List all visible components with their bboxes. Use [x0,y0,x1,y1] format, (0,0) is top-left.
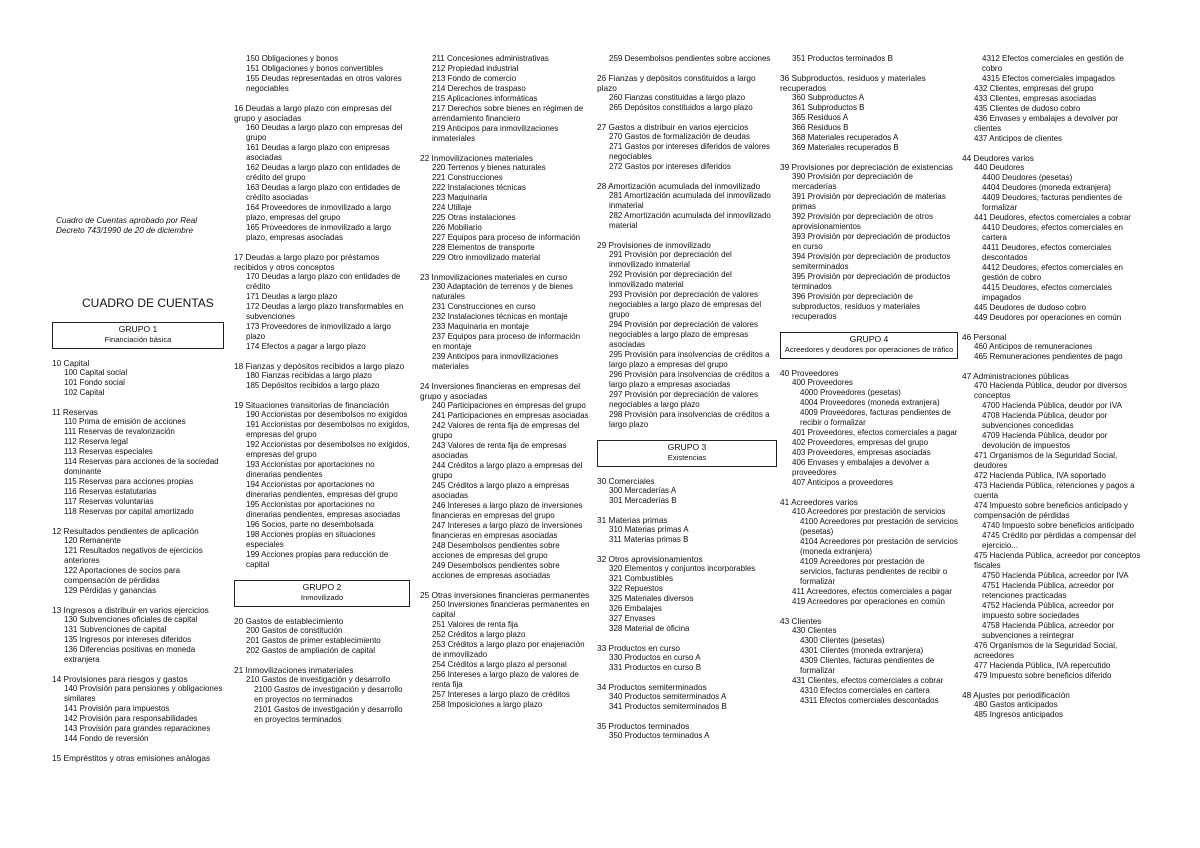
account-item: 217 Derechos sobre bienes en régimen de arrendamiento financiero [432,104,584,123]
account-item: 395 Provisión por depreciación de productos terminados [792,272,951,291]
group-title: GRUPO 4 [849,334,889,344]
account-item: 199 Acciones propias para reducción de capital [246,550,389,569]
account-subgroup-heading: 34 Productos semiterminados [597,682,707,692]
account-item: 202 Gastos de ampliación de capital [246,646,375,655]
account-item: 221 Construcciones [432,173,503,182]
account-item: 435 Clientes de dudoso cobro [974,104,1081,113]
account-item: 227 Equipos para proceso de información [432,233,581,242]
account-subgroup-heading: 14 Provisiones para riesgos y gastos [52,674,188,684]
account-item: 326 Embalajes [609,604,662,613]
account-item: 271 Gastos por intereses diferidos de valores negociables [609,142,770,161]
account-item: 220 Terrenos y bienes naturales [432,163,546,172]
account-item: 233 Maquinaria en montaje [432,322,529,331]
account-subgroup-heading: 26 Fianzas y depósitos constituidos a largo plazo [597,73,756,93]
account-item: 465 Remuneraciones pendientes de pago [974,352,1123,361]
account-item: 239 Anticipos para inmovilizaciones materiales [432,352,559,371]
account-item: 445 Deudores de dudoso cobro [974,303,1087,312]
account-item: 237 Equipos para proceso de información en montaje [432,332,581,351]
account-item: 419 Acreedores por operaciones en común [792,597,945,606]
account-item: 155 Deudas representadas en otros valores negociables [246,74,402,93]
account-item: 351 Productos terminados B [792,54,893,63]
page-title: CUADRO DE CUENTAS [82,296,214,310]
account-item: 407 Anticipos a proveedores [792,478,893,487]
account-item: 249 Desembolsos pendientes sobre acciones de empresas asociadas [432,561,560,580]
account-item: 440 Deudores [974,163,1025,172]
account-item: 162 Deudas a largo plazo con entidades de crédito del grupo [246,163,401,182]
account-item: 360 Subproductos A [792,93,865,102]
account-item: 142 Provisión para responsabilidades [64,714,198,723]
group-title: GRUPO 2 [302,582,342,592]
account-item: 470 Hacienda Pública, deudor por diversos conceptos [974,381,1127,400]
account-item: 365 Residuos A [792,113,849,122]
account-subgroup-heading: 27 Gastos a distribuir en varios ejercicios [597,122,749,132]
account-item: 295 Provisión para insolvencias de créditos a largo plazo a empresas del grupo [609,350,770,369]
account-item: 369 Materiales recuperados B [792,143,899,152]
account-subitem: 4752 Hacienda Pública, acreedor por impuesto sobre sociedades [982,601,1115,620]
group-subtitle: Financiación básica [104,335,172,344]
account-subitem: 4410 Deudores, efectos comerciales en cartera [982,223,1123,242]
account-item: 257 Intereses a largo plazo de créditos [432,690,570,699]
account-item: 251 Valores de renta fija [432,620,519,629]
account-item: 242 Valores de renta fija de empresas del grupo [432,421,580,440]
account-item: 196 Socios, parte no desembolsada [246,520,374,529]
account-subgroup-heading: 48 Ajustes por periodificación [962,690,1070,700]
group-subtitle: Acreedores y deudores por operaciones de tráfico [784,345,954,354]
account-item: 281 Amortización acumulada del inmovilizado inmaterial [609,191,771,210]
account-subgroup-heading: 30 Comerciales [597,476,655,486]
account-item: 224 Utillaje [432,203,472,212]
account-item: 229 Otro inmovilizado material [432,253,541,262]
account-item: 479 Impuesto sobre beneficios diferido [974,671,1112,680]
account-subitem: 4300 Clientes (pesetas) [800,636,885,645]
account-item: 226 Mobiliario [432,223,482,232]
account-subgroup-heading: 24 Inversiones financieras en empresas del grupo y asociadas [420,381,581,401]
account-item: 243 Valores de renta fija de empresas asociadas [432,441,567,460]
group-subtitle: Inmovilizado [300,593,344,602]
account-item: 472 Hacienda Pública, IVA soportado [974,471,1106,480]
group-header-box [597,440,777,467]
account-subgroup-heading: 23 Inmovilizaciones materiales en curso [420,272,568,282]
account-subgroup-heading: 32 Otros aprovisionamientos [597,554,703,564]
column-2 [234,54,410,725]
account-item: 211 Concesiones administrativas [432,54,549,63]
account-item: 172 Deudas a largo plazo transformables en subvenciones [246,302,404,321]
account-item: 161 Deudas a largo plazo con empresas asociadas [246,143,390,162]
account-item: 117 Reservas voluntarias [64,497,154,506]
account-subgroup-heading: 39 Provisiones por depreciación de existencias [780,162,953,172]
account-subitem: 2100 Gastos de investigación y desarrollo en proyectos no terminados [254,685,403,704]
account-item: 200 Gastos de constitución [246,626,343,635]
account-item: 129 Pérdidas y ganancias [64,586,157,595]
account-subitem: 4312 Efectos comerciales en gestión de cobro [982,54,1124,73]
account-subgroup-heading: 20 Gastos de establecimiento [234,616,344,626]
account-item: 437 Anticipos de clientes [974,134,1063,143]
account-item: 433 Clientes, empresas asociadas [974,94,1097,103]
account-subitem: 4411 Deudores, efectos comerciales descontados [982,243,1112,262]
account-item: 321 Combustibles [609,574,674,583]
account-subitem: 2101 Gastos de investigación y desarrollo en proyectos terminados [254,705,403,724]
account-item: 232 Instalaciones técnicas en montaje [432,312,568,321]
account-item: 223 Maquinaria [432,193,488,202]
column-3 [420,54,590,710]
account-subitem: 4708 Hacienda Pública, deudor por subvenciones concedidas [982,411,1108,430]
account-item: 292 Provisión por depreciación del inmovilizado material [609,270,732,289]
account-subgroup-heading: 46 Personal [962,332,1007,342]
account-subgroup-heading: 47 Administraciones públicas [962,371,1069,381]
account-item: 328 Material de oficina [609,624,690,633]
account-item: 401 Proveedores, efectos comerciales a pagar [792,428,958,437]
account-item: 116 Reservas estatutarias [64,487,157,496]
account-item: 121 Resultados negativos de ejercicios anteriores [64,546,203,565]
account-subitem: 4404 Deudores (moneda extranjera) [982,183,1111,192]
account-item: 143 Provisión para grandes reparaciones [64,724,211,733]
account-subitem: 4409 Deudores, facturas pendientes de formalizar [982,193,1123,212]
account-item: 201 Gastos de primer establecimiento [246,636,381,645]
account-item: 477 Hacienda Pública, IVA repercutido [974,661,1111,670]
account-subitem: 4004 Proveedores (moneda extranjera) [800,398,940,407]
account-subitem: 4000 Proveedores (pesetas) [800,388,901,397]
column-6 [962,54,1144,720]
account-item: 170 Deudas a largo plazo con entidades de crédito [246,272,401,291]
account-item: 270 Gastos de formalización de deudas [609,132,750,141]
account-item: 340 Productos semiterminados A [609,692,727,701]
account-item: 112 Reserva legal [64,437,128,446]
account-item: 400 Proveedores [792,378,853,387]
account-item: 310 Materias primas A [609,525,689,534]
account-item: 151 Obligaciones y bonos convertibles [246,64,383,73]
account-subgroup-heading: 31 Materias primas [597,515,668,525]
account-item: 390 Provisión por depreciación de mercaderías [792,172,913,191]
account-item: 325 Materiales diversos [609,594,694,603]
account-item: 100 Capital social [64,368,128,377]
account-item: 114 Reservas para acciones de la sociedad dominante [64,457,219,476]
account-item: 160 Deudas a largo plazo con empresas del grupo [246,123,403,142]
account-item: 219 Anticipos para inmovilizaciones inmateriales [432,124,559,143]
account-subitem: 4310 Efectos comerciales en cartera [800,686,930,695]
column-5 [780,54,958,706]
account-subitem: 4415 Deudores, efectos comerciales impagados [982,283,1112,302]
account-item: 215 Aplicaciones informáticas [432,94,538,103]
account-subitem: 4740 Impuesto sobre beneficios anticipado [982,521,1135,530]
account-item: 113 Reservas especiales [64,447,153,456]
account-item: 294 Provisión por depreciación de valores negociables a largo plazo de empresas asociadas [609,320,758,349]
account-subgroup-heading: 36 Subproductos, residuos y materiales recuperados [780,73,926,93]
account-item: 449 Deudores por operaciones en común [974,313,1122,322]
account-item: 331 Productos en curso B [609,663,702,672]
account-subgroup-heading: 35 Productos terminados [597,721,690,731]
account-item: 256 Intereses a largo plazo de valores de renta fija [432,670,579,689]
account-item: 130 Subvenciones oficiales de capital [64,615,198,624]
account-subitem: 4758 Hacienda Pública, acreedor por subvenciones a reintegrar [982,621,1115,640]
account-item: 485 Ingresos anticipados [974,710,1063,719]
account-item: 330 Productos en curso A [609,653,701,662]
account-subgroup-heading: 25 Otras inversiones financieras permanentes [420,590,590,600]
account-subitem: 4104 Acreedores por prestación de servicios (moneda extranjera) [800,537,958,556]
account-subgroup-heading: 41 Acreedores varios [780,497,858,507]
account-subitem: 4751 Hacienda Pública, acreedor por retenciones practicadas [982,581,1115,600]
account-item: 350 Productos terminados A [609,731,710,740]
account-subgroup-heading: 40 Proveedores [780,368,839,378]
account-item: 460 Anticipos de remuneraciones [974,342,1093,351]
account-item: 185 Depósitos recibidos a largo plazo [246,381,380,390]
account-item: 436 Envases y embalajes a devolver por clientes [974,114,1119,133]
account-subitem: 4100 Acreedores por prestación de servicios (pesetas) [800,517,958,536]
account-item: 297 Provisión por depreciación de valores negociables a largo plazo [609,390,758,409]
account-item: 102 Capital [64,388,105,397]
account-item: 259 Desembolsos pendientes sobre acciones [609,54,771,63]
account-item: 368 Materiales recuperados A [792,133,899,142]
account-item: 430 Clientes [792,626,837,635]
account-item: 165 Proveedores de inmovilizado a largo plazo, empresas asociadas [246,223,391,242]
group-header-box [780,332,958,359]
account-subgroup-heading: 44 Deudores varios [962,153,1034,163]
account-subitem: 4745 Crédito por pérdidas a compensar del ejercicio... [982,531,1136,550]
account-item: 250 Inversiones financieras permanentes en capital [432,600,590,619]
account-item: 190 Accionistas por desembolsos no exigidos [246,410,408,419]
account-subgroup-heading: 18 Fianzas y depósitos recibidos a largo plazo [234,361,405,371]
account-item: 248 Desembolsos pendientes sobre acciones de empresas del grupo [432,541,560,560]
account-item: 213 Fondo de comercio [432,74,517,83]
account-subgroup-heading: 22 Inmovilizaciones materiales [420,153,533,163]
account-item: 193 Accionistas por aportaciones no dinerarias pendientes [246,460,375,479]
account-item: 327 Envases [609,614,656,623]
intro-text: Cuadro de Cuentas aprobado por Real Decreto 743/1990 de 20 de diciembre [56,216,198,235]
account-subgroup-heading: 15 Empréstitos y otras emisiones análogas [52,753,211,763]
account-item: 150 Obligaciones y bonos [246,54,339,63]
account-item: 403 Proveedores, empresas asociadas [792,448,931,457]
account-item: 282 Amortización acumulada del inmovilizado material [609,211,771,230]
group-title: GRUPO 3 [667,442,707,452]
account-item: 361 Subproductos B [792,103,865,112]
account-item: 210 Gastos de investigación y desarrollo [246,675,391,684]
account-item: 254 Créditos a largo plazo al personal [432,660,567,669]
account-item: 252 Créditos a largo plazo [432,630,526,639]
account-item: 392 Provisión por depreciación de otros aprovisionamientos [792,212,933,231]
account-item: 476 Organismos de la Seguridad Social, acreedores [974,641,1118,660]
account-item: 391 Provisión por depreciación de materias primas [792,192,946,211]
account-item: 135 Ingresos por intereses diferidos [64,635,192,644]
account-item: 231 Construcciones en curso [432,302,536,311]
account-item: 394 Provisión por depreciación de productos semiterminados [792,252,951,271]
account-item: 110 Prima de emisión de acciones [64,417,186,426]
account-item: 341 Productos semiterminados B [609,702,727,711]
account-item: 222 Instalaciones técnicas [432,183,526,192]
account-subgroup-heading: 29 Provisiones de inmovilizado [597,240,711,250]
account-item: 411 Acreedores, efectos comerciales a pagar [792,587,952,596]
account-subgroup-heading: 21 Inmovilizaciones inmateriales [234,665,354,675]
account-item: 230 Adaptación de terrenos y de bienes naturales [432,282,573,301]
account-item: 214 Derechos de traspaso [432,84,526,93]
account-item: 410 Acreedores por prestación de servicios [792,507,946,516]
account-item: 192 Accionistas por desembolsos no exigidos, empresas del grupo [246,440,410,459]
account-item: 246 Intereses a largo plazo de inversiones financieras en empresas del grupo [432,501,583,520]
account-subitem: 4400 Deudores (pesetas) [982,173,1073,182]
account-item: 311 Materias primas B [609,535,689,544]
account-subitem: 4412 Deudores, efectos comerciales en gestión de cobro [982,263,1123,282]
account-item: 164 Proveedores de inmovilizado a largo plazo, empresas del grupo [246,203,391,222]
account-subgroup-heading: 43 Clientes [780,616,822,626]
account-item: 247 Intereses a largo plazo de inversiones financieras en empresas asociadas [432,521,583,540]
account-item: 431 Clientes, efectos comerciales a cobrar [792,676,944,685]
account-subitem: 4315 Efectos comerciales impagados [982,74,1115,83]
account-item: 300 Mercaderías A [609,486,677,495]
account-item: 163 Deudas a largo plazo con entidades de crédito asociadas [246,183,401,202]
account-item: 101 Fondo social [64,378,125,387]
account-item: 240 Participaciones en empresas del grupo [432,401,586,410]
account-subgroup-heading: 19 Situaciones transitorias de financiación [234,400,389,410]
account-item: 301 Mercaderías B [609,496,677,505]
account-item: 473 Hacienda Pública, retenciones y pagos a cuenta [974,481,1135,500]
account-item: 245 Créditos a largo plazo a empresas asociadas [432,481,570,500]
account-item: 111 Reservas de revalorización [64,427,175,436]
account-item: 272 Gastos por intereses diferidos [609,162,731,171]
account-item: 194 Accionistas por aportaciones no dinerarias pendientes, empresas del grupo [246,480,398,499]
account-item: 432 Clientes, empresas del grupo [974,84,1094,93]
account-item: 180 Fianzas recibidas a largo plazo [246,371,372,380]
account-item: 293 Provisión por depreciación de valores negociables a largo plazo de empresas del grupo [609,290,762,319]
account-item: 298 Provisión para insolvencias de créditos a largo plazo [609,410,770,429]
account-subitem: 4709 Hacienda Pública, deudor por devolución de impuestos [982,431,1108,450]
column-4 [597,54,777,741]
account-item: 402 Proveedores, empresas del grupo [792,438,929,447]
account-item: 122 Aportaciones de socios para compensación de pérdidas [64,566,181,585]
account-item: 141 Provisión para impuestos [64,704,170,713]
account-item: 441 Deudores, efectos comerciales a cobrar [974,213,1131,222]
account-item: 174 Efectos a pagar a largo plazo [246,342,366,351]
account-subgroup-heading: 28 Amortización acumulada del inmovilizado [597,181,761,191]
account-item: 115 Reservas para acciones propias [64,477,194,486]
account-item: 296 Provisión para insolvencias de créditos a largo plazo a empresas asociadas [609,370,770,389]
account-item: 241 Participaciones en empresas asociadas [432,411,589,420]
column-1 [52,312,224,763]
account-item: 322 Repuestos [609,584,663,593]
account-subgroup-heading: 17 Deudas a largo plazo por préstamos recibidos y otros conceptos [234,252,380,272]
account-subgroup-heading: 11 Reservas [52,407,98,417]
account-item: 393 Provisión por depreciación de productos en curso [792,232,951,251]
account-item: 475 Hacienda Pública, acreedor por conceptos fiscales [974,551,1141,570]
account-item: 212 Propiedad industrial [432,64,519,73]
account-item: 198 Acciones propias en situaciones especiales [246,530,376,549]
account-item: 253 Créditos a largo plazo por enajenación de inmovilizado [432,640,585,659]
account-item: 265 Depósitos constituidos a largo plazo [609,103,753,112]
account-item: 396 Provisión por depreciación de subproductos, residuos y materiales recuperados [792,292,921,321]
account-item: 191 Accionistas por desembolsos no exigidos, empresas del grupo [246,420,410,439]
account-subgroup-heading: 16 Deudas a largo plazo con empresas del grupo y asociadas [234,103,392,123]
group-subtitle: Existencias [667,453,707,462]
account-item: 258 Imposiciones a largo plazo [432,700,543,709]
account-item: 244 Créditos a largo plazo a empresas del grupo [432,461,583,480]
account-item: 136 Diferencias positivas en moneda extranjera [64,645,196,664]
account-subitem: 4750 Hacienda Pública, acreedor por IVA [982,571,1129,580]
account-subgroup-heading: 10 Capital [52,358,90,368]
account-subgroup-heading: 33 Productos en curso [597,643,681,653]
account-item: 320 Elementos y conjuntos incorporables [609,564,756,573]
account-subitem: 4109 Acreedores por prestación de servicios, facturas pendientes de recibir o formalizar [800,557,948,586]
group-header-box [52,322,224,349]
account-item: 120 Remanente [64,536,121,545]
account-item: 225 Otras instalaciones [432,213,516,222]
account-item: 173 Proveedores de inmovilizado a largo plazo [246,322,391,341]
account-item: 195 Accionistas por aportaciones no dinerarias pendientes, empresas asociadas [246,500,401,519]
account-item: 406 Envases y embalajes a devolver a proveedores [792,458,929,477]
account-item: 480 Gastos anticipados [974,700,1058,709]
account-item: 260 Fianzas constituidas a largo plazo [609,93,746,102]
account-item: 131 Subvenciones de capital [64,625,167,634]
account-subitem: 4311 Efectos comerciales descontados [800,696,939,705]
account-item: 474 Impuesto sobre beneficios anticipado y compensación de pérdidas [974,501,1128,520]
account-item: 228 Elementos de transporte [432,243,535,252]
account-subitem: 4009 Proveedores, facturas pendientes de recibir o formalizar [800,408,951,427]
account-item: 118 Reservas por capital amortizado [64,507,194,516]
account-item: 171 Deudas a largo plazo [246,292,338,301]
group-title: GRUPO 1 [118,324,158,334]
account-subgroup-heading: 12 Resultados pendientes de aplicación [52,526,199,536]
account-subitem: 4700 Hacienda Pública, deudor por IVA [982,401,1122,410]
group-header-box [234,580,410,607]
account-subitem: 4301 Clientes (moneda extranjera) [800,646,924,655]
account-item: 291 Provisión por depreciación del inmovilizado inmaterial [609,250,732,269]
account-subgroup-heading: 13 Ingresos a distribuir en varios ejercicios [52,605,209,615]
account-subitem: 4309 Clientes, facturas pendientes de formalizar [800,656,935,675]
account-item: 471 Organismos de la Seguridad Social, deudores [974,451,1118,470]
account-item: 140 Provisión para pensiones y obligaciones similares [64,684,223,703]
account-item: 366 Residuos B [792,123,849,132]
account-item: 144 Fondo de reversión [64,734,149,743]
